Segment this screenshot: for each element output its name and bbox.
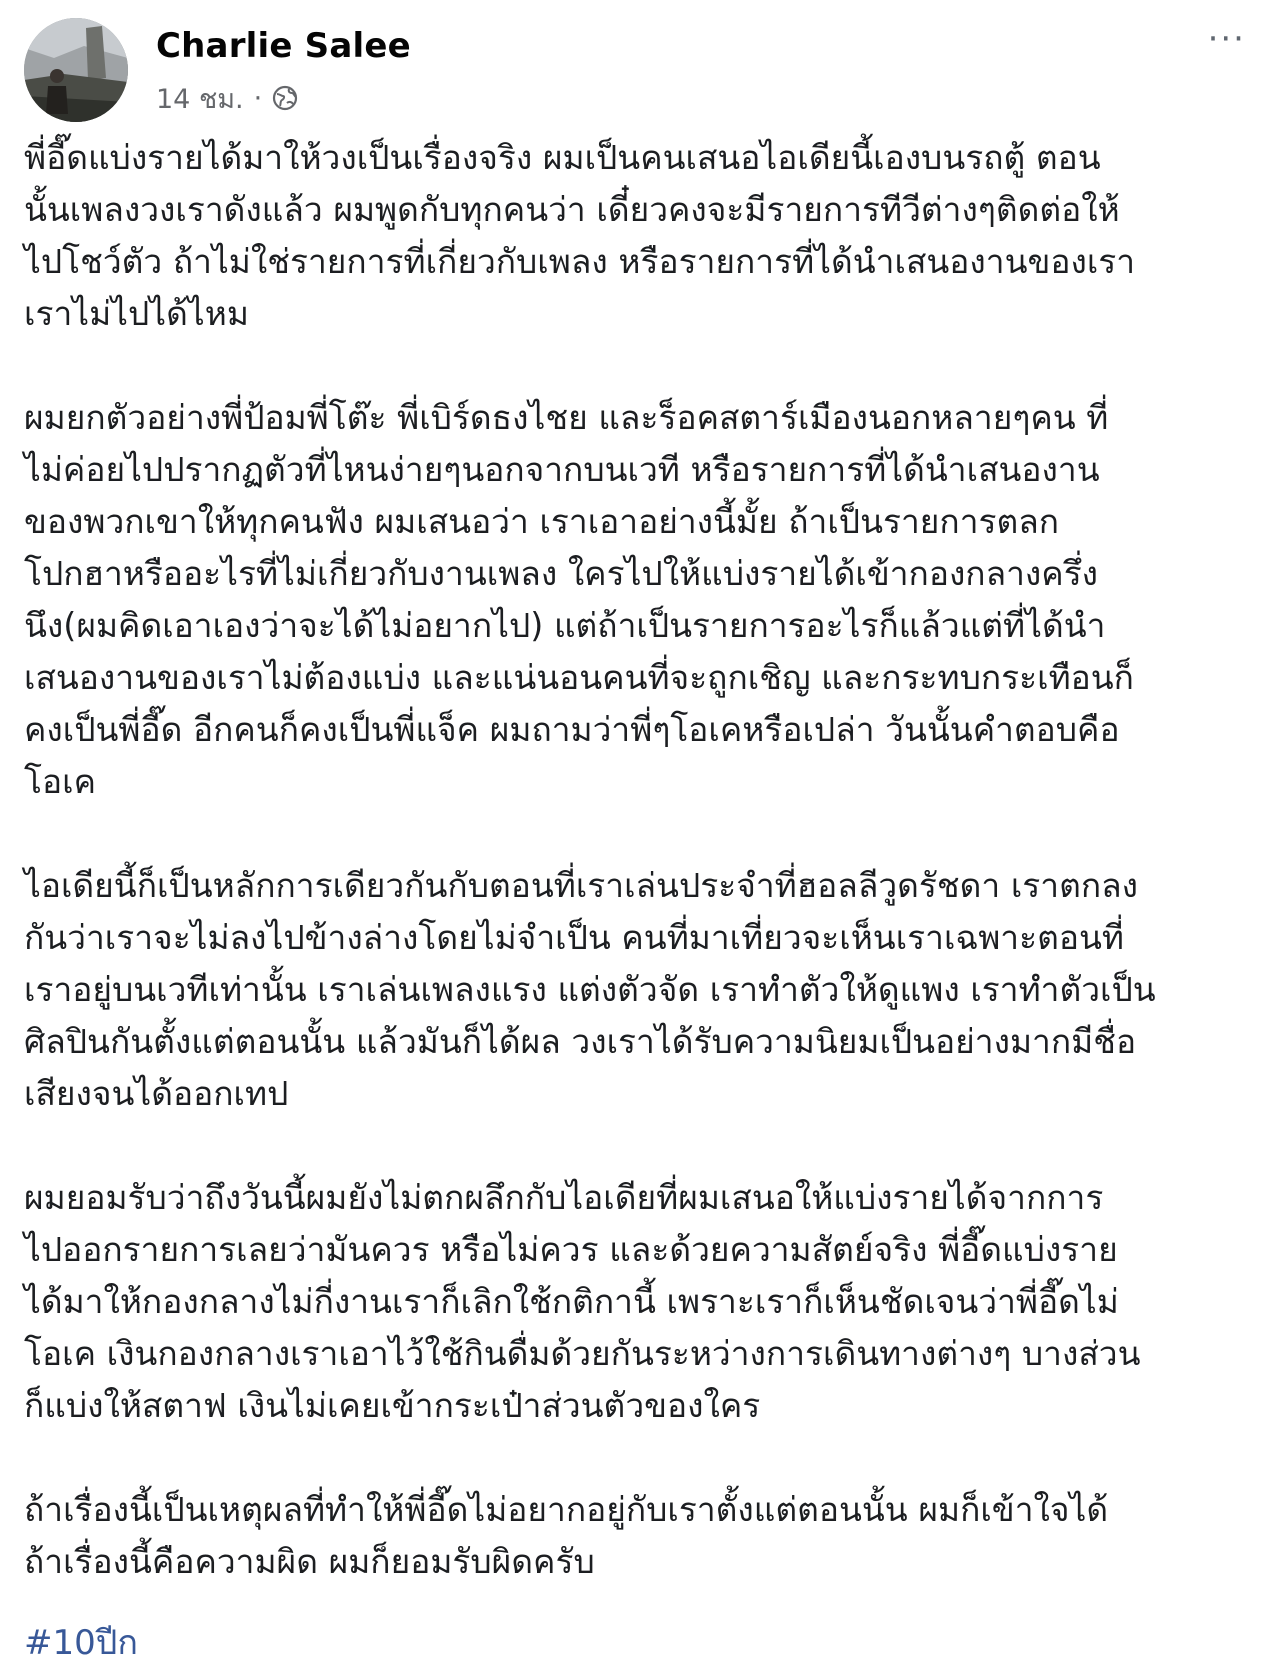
text-line: กันว่าเราจะไม่ลงไปข้างล่างโดยไม่จำเป็น คนที่มาเที่ยวจะเห็นเราเฉพาะตอนที่ <box>24 918 1124 957</box>
meta-separator: · <box>253 82 263 114</box>
text-line: นั้นเพลงวงเราดังแล้ว ผมพูดกับทุกคนว่า เดี๋ยวคงจะมีรายการทีวีต่างๆติดต่อให้ <box>24 190 1120 229</box>
text-line: โอเค <box>24 762 96 801</box>
text-line: เราอยู่บนเวทีเท่านั้น เราเล่นเพลงแรง แต่งตัวจัด เราทำตัวให้ดูแพง เราทำตัวเป็น <box>24 970 1156 1009</box>
text-line: ไปโชว์ตัว ถ้าไม่ใช่รายการที่เกี่ยวกับเพลง หรือรายการที่ได้นำเสนองานของเรา <box>24 242 1136 281</box>
post-timestamp[interactable]: 14 ชม. <box>156 83 244 115</box>
post-meta <box>156 78 298 118</box>
hashtag-link[interactable]: #10ปีก <box>24 1623 138 1663</box>
paragraph-3 <box>24 860 1256 1120</box>
text-line: เสนองานของเราไม่ต้องแบ่ง และแน่นอนคนที่จะถูกเชิญ และกระทบกระเทือนก็ <box>24 658 1134 697</box>
text-line: ผมยกตัวอย่างพี่ป้อมพี่โต๊ะ พี่เบิร์ดธงไชย และร็อคสตาร์เมืองนอกหลายๆคน ที่ <box>24 398 1109 437</box>
text-line: พี่อี๊ดแบ่งรายได้มาให้วงเป็นเรื่องจริง ผมเป็นคนเสนอไอเดียนี้เองบนรถตู้ ตอน <box>24 138 1101 177</box>
text-line: ถ้าเรื่องนี้เป็นเหตุผลที่ทำให้พี่อี๊ดไม่อยากอยู่กับเราตั้งแต่ตอนนั้น ผมก็เข้าใจได้ <box>24 1490 1109 1529</box>
text-line: โอเค เงินกองกลางเราเอาไว้ใช้กินดื่มด้วยกันระหว่างการเดินทางต่างๆ บางส่วน <box>24 1334 1141 1373</box>
text-line: ไปออกรายการเลยว่ามันควร หรือไม่ควร และด้วยความสัตย์จริง พี่อี๊ดแบ่งราย <box>24 1230 1118 1269</box>
text-line: ไม่ค่อยไปปรากฏตัวที่ไหนง่ายๆนอกจากบนเวที หรือรายการที่ได้นำเสนองาน <box>24 450 1100 489</box>
paragraph-2 <box>24 392 1256 808</box>
globe-icon[interactable] <box>272 85 298 111</box>
text-line: ศิลปินกันตั้งแต่ตอนนั้น แล้วมันก็ได้ผล วงเราได้รับความนิยมเป็นอย่างมากมีชื่อ <box>24 1022 1137 1061</box>
author-avatar[interactable] <box>24 18 128 122</box>
text-line: โปกฮาหรืออะไรที่ไม่เกี่ยวกับงานเพลง ใครไปให้แบ่งรายได้เข้ากองกลางครึ่ง <box>24 554 1099 593</box>
paragraph-1 <box>24 132 1256 340</box>
text-line: เสียงจนได้ออกเทป <box>24 1074 289 1113</box>
text-line: ของพวกเขาให้ทุกคนฟัง ผมเสนอว่า เราเอาอย่างนี้มั้ย ถ้าเป็นรายการตลก <box>24 502 1060 541</box>
paragraph-5 <box>24 1484 1256 1588</box>
post-body <box>24 132 1256 1640</box>
more-options-button[interactable]: ··· <box>1207 19 1246 59</box>
text-line: ผมยอมรับว่าถึงวันนี้ผมยังไม่ตกผลึกกับไอเดียที่ผมเสนอให้แบ่งรายได้จากการ <box>24 1178 1104 1217</box>
text-line: เราไม่ไปได้ไหม <box>24 294 249 333</box>
text-line: ก็แบ่งให้สตาฟ เงินไม่เคยเข้ากระเป๋าส่วนตัวของใคร <box>24 1386 761 1425</box>
text-line: ถ้าเรื่องนี้คือความผิด ผมก็ยอมรับผิดครับ <box>24 1542 595 1581</box>
text-line: คงเป็นพี่อี๊ด อีกคนก็คงเป็นพี่แจ็ค ผมถามว่าพี่ๆโอเคหรือเปล่า วันนั้นคำตอบคือ <box>24 710 1120 749</box>
author-name[interactable]: Charlie Salee <box>156 26 411 66</box>
post-header <box>24 18 1256 128</box>
text-line: ได้มาให้กองกลางไม่กี่งานเราก็เลิกใช้กติกานี้ เพราะเราก็เห็นชัดเจนว่าพี่อี๊ดไม่ <box>24 1282 1119 1321</box>
avatar-photo-icon <box>24 18 128 122</box>
text-line: ไอเดียนี้ก็เป็นหลักการเดียวกันกับตอนที่เราเล่นประจำที่ฮอลลีวูดรัชดา เราตกลง <box>24 866 1139 905</box>
text-line: นึง(ผมคิดเอาเองว่าจะได้ไม่อยากไป) แต่ถ้าเป็นรายการอะไรก็แล้วแต่ที่ได้นำ <box>24 606 1106 645</box>
paragraph-4 <box>24 1172 1256 1432</box>
